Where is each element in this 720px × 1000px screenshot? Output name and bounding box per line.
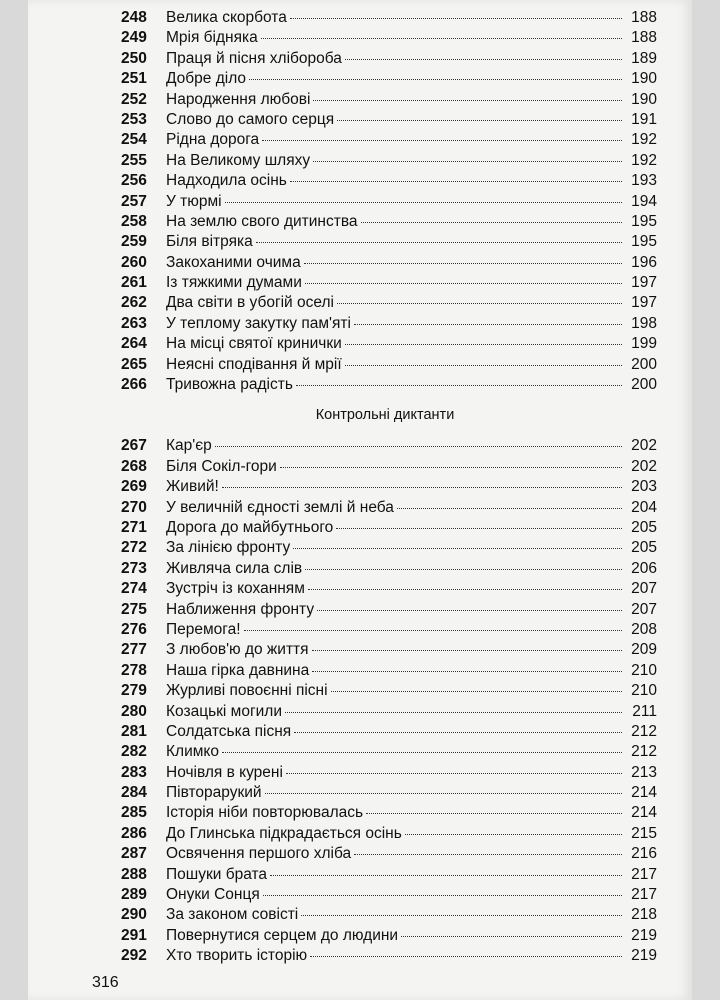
entry-number: 275 bbox=[121, 600, 147, 618]
toc-entry bbox=[113, 865, 657, 885]
entry-page: 212 bbox=[631, 743, 657, 761]
entry-number: 271 bbox=[121, 518, 147, 536]
entry-page: 192 bbox=[631, 151, 657, 169]
dot-leader bbox=[256, 242, 622, 243]
entry-page: 197 bbox=[631, 274, 657, 292]
dot-leader bbox=[336, 528, 622, 529]
entry-title: За лінією фронту bbox=[166, 539, 291, 557]
toc-entry bbox=[113, 171, 657, 191]
toc-entry bbox=[113, 640, 657, 660]
toc-entry bbox=[113, 803, 657, 823]
entry-page: 219 bbox=[631, 947, 657, 965]
entry-page: 212 bbox=[631, 722, 657, 740]
entry-page: 213 bbox=[631, 763, 657, 781]
toc-entry bbox=[113, 130, 657, 150]
entry-title: Біля вітряка bbox=[166, 233, 253, 251]
toc-entry bbox=[113, 212, 657, 232]
dot-leader bbox=[225, 202, 622, 203]
toc-entry bbox=[113, 926, 657, 946]
entry-page: 199 bbox=[631, 335, 657, 353]
entry-title: Тривожна радість bbox=[166, 376, 293, 394]
entry-title: Неясні сподівання й мрії bbox=[166, 355, 342, 373]
entry-page: 214 bbox=[631, 784, 657, 802]
toc-entry bbox=[113, 885, 657, 905]
entry-title: У теплому закутку пам'яті bbox=[166, 314, 351, 332]
entry-page: 192 bbox=[631, 131, 657, 149]
section-title: Контрольні диктанти bbox=[315, 407, 455, 424]
entry-page: 205 bbox=[631, 539, 657, 557]
entry-number: 264 bbox=[121, 335, 147, 353]
dot-leader bbox=[263, 895, 622, 896]
book-page bbox=[28, 0, 692, 1000]
toc-entry bbox=[113, 661, 657, 681]
entry-number: 262 bbox=[121, 294, 147, 312]
entry-number: 281 bbox=[121, 722, 147, 740]
entry-page: 215 bbox=[631, 824, 657, 842]
toc-entry bbox=[113, 477, 657, 497]
toc-entry bbox=[113, 69, 657, 89]
dot-leader bbox=[354, 324, 622, 325]
entry-page: 191 bbox=[631, 110, 657, 128]
entry-title: У величній єдності землі й неба bbox=[166, 498, 394, 516]
toc-entry bbox=[113, 8, 657, 28]
entry-title: Історія ніби повторювалась bbox=[166, 804, 364, 822]
entry-page: 217 bbox=[631, 886, 657, 904]
entry-page: 209 bbox=[631, 641, 657, 659]
dot-leader bbox=[337, 303, 622, 304]
toc-entry bbox=[113, 844, 657, 864]
dot-leader bbox=[313, 100, 622, 101]
toc-part-1 bbox=[113, 8, 657, 395]
entry-number: 289 bbox=[121, 886, 147, 904]
entry-page: 204 bbox=[631, 498, 657, 516]
entry-number: 291 bbox=[121, 926, 147, 944]
toc-entry bbox=[113, 600, 657, 620]
entry-page: 202 bbox=[631, 457, 657, 475]
entry-number: 282 bbox=[121, 743, 147, 761]
entry-title: На Великому шляху bbox=[166, 151, 311, 169]
toc-entry bbox=[113, 334, 657, 354]
entry-page: 205 bbox=[631, 518, 657, 536]
toc-entry bbox=[113, 518, 657, 538]
entry-page: 208 bbox=[631, 620, 657, 638]
entry-number: 263 bbox=[121, 314, 147, 332]
entry-number: 248 bbox=[121, 9, 147, 26]
dot-leader bbox=[244, 630, 622, 631]
entry-number: 258 bbox=[121, 212, 147, 230]
entry-number: 274 bbox=[121, 580, 147, 598]
dot-leader bbox=[222, 487, 622, 488]
dot-leader bbox=[301, 915, 622, 916]
entry-title: Дорога до майбутнього bbox=[166, 518, 334, 536]
entry-page: 210 bbox=[631, 661, 657, 679]
dot-leader bbox=[286, 773, 622, 774]
toc-entry bbox=[113, 49, 657, 69]
entry-title: Півторарукий bbox=[166, 784, 262, 802]
entry-number: 257 bbox=[121, 192, 147, 210]
toc-entry bbox=[113, 538, 657, 558]
entry-title: З любов'ю до життя bbox=[166, 641, 309, 659]
toc-entry bbox=[113, 110, 657, 130]
entry-number: 268 bbox=[121, 457, 147, 475]
toc-entry bbox=[113, 722, 657, 742]
dot-leader bbox=[345, 365, 622, 366]
entry-page: 196 bbox=[631, 253, 657, 271]
entry-page: 202 bbox=[631, 437, 657, 455]
entry-number: 290 bbox=[121, 906, 147, 924]
dot-leader bbox=[305, 569, 622, 570]
entry-title: Мрія бідняка bbox=[166, 29, 258, 47]
entry-number: 249 bbox=[121, 29, 147, 47]
toc-entry bbox=[113, 273, 657, 293]
entry-title: Солдатська пісня bbox=[166, 722, 292, 740]
entry-title: Онуки Сонця bbox=[166, 886, 260, 904]
toc-entry bbox=[113, 436, 657, 456]
entry-number: 284 bbox=[121, 784, 147, 802]
entry-page: 207 bbox=[631, 580, 657, 598]
entry-title: Із тяжкими думами bbox=[166, 274, 302, 292]
entry-title: Пошуки брата bbox=[166, 865, 268, 883]
entry-page: 198 bbox=[631, 314, 657, 332]
toc-entry bbox=[113, 253, 657, 273]
entry-number: 292 bbox=[121, 947, 147, 965]
toc-entry bbox=[113, 355, 657, 375]
dot-leader bbox=[312, 671, 622, 672]
toc-entry bbox=[113, 90, 657, 110]
entry-number: 261 bbox=[121, 274, 147, 292]
toc-entry bbox=[113, 498, 657, 518]
dot-leader bbox=[310, 956, 622, 957]
entry-page: 217 bbox=[631, 865, 657, 883]
entry-number: 283 bbox=[121, 763, 147, 781]
entry-number: 251 bbox=[121, 70, 147, 88]
toc-entry bbox=[113, 681, 657, 701]
entry-title: До Глинська підкрадається осінь bbox=[166, 824, 402, 842]
entry-page: 210 bbox=[631, 682, 657, 700]
dot-leader bbox=[305, 283, 622, 284]
entry-title: Біля Сокіл-гори bbox=[166, 457, 277, 475]
entry-page: 206 bbox=[631, 559, 657, 577]
entry-title: Слово до самого серця bbox=[166, 110, 335, 128]
dot-leader bbox=[285, 712, 622, 713]
entry-page: 195 bbox=[631, 212, 657, 230]
dot-leader bbox=[280, 467, 622, 468]
toc-part-2 bbox=[113, 436, 657, 966]
entry-title: Надходила осінь bbox=[166, 172, 287, 190]
dot-leader bbox=[222, 752, 622, 753]
entry-number: 280 bbox=[121, 702, 147, 720]
entry-page: 188 bbox=[631, 9, 657, 26]
entry-page: 211 bbox=[632, 702, 657, 720]
toc-entry bbox=[113, 151, 657, 171]
entry-title: Козацькі могили bbox=[166, 702, 282, 720]
dot-leader bbox=[261, 38, 622, 39]
entry-title: Кар'єр bbox=[166, 437, 212, 455]
entry-title: Праця й пісня хлібороба bbox=[166, 49, 342, 67]
dot-leader bbox=[397, 508, 622, 509]
entry-title: Рідна дорога bbox=[166, 131, 260, 149]
dot-leader bbox=[405, 834, 622, 835]
dot-leader bbox=[354, 854, 622, 855]
entry-number: 286 bbox=[121, 824, 147, 842]
dot-leader bbox=[304, 263, 622, 264]
entry-title: Климко bbox=[166, 743, 219, 761]
entry-number: 270 bbox=[121, 498, 147, 516]
entry-page: 197 bbox=[631, 294, 657, 312]
entry-number: 252 bbox=[121, 90, 147, 108]
entry-title: На землю свого дитинства bbox=[166, 212, 358, 230]
entry-title: Ночівля в курені bbox=[166, 763, 283, 781]
dot-leader bbox=[308, 589, 622, 590]
entry-title: У тюрмі bbox=[166, 192, 222, 210]
toc-entry bbox=[113, 824, 657, 844]
entry-number: 272 bbox=[121, 539, 147, 557]
entry-number: 276 bbox=[121, 620, 147, 638]
entry-number: 255 bbox=[121, 151, 147, 169]
dot-leader bbox=[270, 875, 622, 876]
dot-leader bbox=[361, 222, 622, 223]
dot-leader bbox=[366, 813, 622, 814]
dot-leader bbox=[290, 18, 622, 19]
entry-page: 218 bbox=[631, 906, 657, 924]
entry-title: Наша гірка давнина bbox=[166, 661, 310, 679]
entry-number: 277 bbox=[121, 641, 147, 659]
entry-page: 214 bbox=[631, 804, 657, 822]
toc-entry bbox=[113, 375, 657, 395]
entry-page: 189 bbox=[631, 49, 657, 67]
entry-title: Освячення першого хліба bbox=[166, 845, 352, 863]
entry-number: 266 bbox=[121, 376, 147, 394]
toc-entry bbox=[113, 293, 657, 313]
entry-number: 253 bbox=[121, 110, 147, 128]
toc-entry bbox=[113, 314, 657, 334]
entry-title: За законом совісті bbox=[166, 906, 299, 924]
entry-page: 203 bbox=[631, 478, 657, 496]
entry-number: 279 bbox=[121, 682, 147, 700]
entry-page: 194 bbox=[631, 192, 657, 210]
entry-page: 200 bbox=[631, 376, 657, 394]
entry-title: Живий! bbox=[166, 478, 219, 496]
entry-title: Хто творить історію bbox=[166, 947, 308, 965]
dot-leader bbox=[337, 120, 622, 121]
dot-leader bbox=[262, 140, 622, 141]
toc-entry bbox=[113, 702, 657, 722]
toc-entry bbox=[113, 946, 657, 966]
entry-number: 273 bbox=[121, 559, 147, 577]
dot-leader bbox=[293, 548, 622, 549]
entry-page: 195 bbox=[631, 233, 657, 251]
toc-entry bbox=[113, 783, 657, 803]
entry-title: Два світи в убогій оселі bbox=[166, 294, 334, 312]
entry-title: Добре діло bbox=[166, 70, 247, 88]
toc-entry bbox=[113, 232, 657, 252]
entry-title: Закоханими очима bbox=[166, 253, 301, 271]
entry-title: Народження любові bbox=[166, 90, 311, 108]
entry-number: 256 bbox=[121, 172, 147, 190]
entry-title: Журливі повоєнні пісні bbox=[166, 682, 328, 700]
toc-entry bbox=[113, 579, 657, 599]
entry-page: 207 bbox=[631, 600, 657, 618]
toc-entry bbox=[113, 742, 657, 762]
entry-number: 288 bbox=[121, 865, 147, 883]
entry-page: 216 bbox=[631, 845, 657, 863]
dot-leader bbox=[317, 610, 622, 611]
dot-leader bbox=[401, 936, 622, 937]
toc-entry bbox=[113, 620, 657, 640]
dot-leader bbox=[345, 59, 622, 60]
entry-number: 287 bbox=[121, 845, 147, 863]
entry-number: 259 bbox=[121, 233, 147, 251]
dot-leader bbox=[265, 793, 622, 794]
entry-title: Велика скорбота bbox=[166, 9, 287, 26]
entry-page: 219 bbox=[631, 926, 657, 944]
toc-entry bbox=[113, 192, 657, 212]
entry-title: Перемога! bbox=[166, 620, 241, 638]
toc-entry bbox=[113, 763, 657, 783]
entry-number: 265 bbox=[121, 355, 147, 373]
entry-title: Повернутися серцем до людини bbox=[166, 926, 399, 944]
entry-page: 190 bbox=[631, 70, 657, 88]
dot-leader bbox=[249, 79, 622, 80]
entry-page: 188 bbox=[631, 29, 657, 47]
dot-leader bbox=[312, 650, 622, 651]
toc-entry bbox=[113, 559, 657, 579]
entry-title: Наближення фронту bbox=[166, 600, 315, 618]
entry-number: 278 bbox=[121, 661, 147, 679]
dot-leader bbox=[296, 385, 622, 386]
entry-page: 193 bbox=[631, 172, 657, 190]
entry-number: 269 bbox=[121, 478, 147, 496]
dot-leader bbox=[345, 344, 622, 345]
entry-number: 260 bbox=[121, 253, 147, 271]
dot-leader bbox=[290, 181, 622, 182]
dot-leader bbox=[294, 732, 622, 733]
page-number: 316 bbox=[92, 974, 119, 991]
entry-number: 254 bbox=[121, 131, 147, 149]
entry-page: 200 bbox=[631, 355, 657, 373]
entry-number: 285 bbox=[121, 804, 147, 822]
entry-title: На місці святої кринички bbox=[166, 335, 342, 353]
entry-page: 190 bbox=[631, 90, 657, 108]
toc-entry bbox=[113, 28, 657, 48]
dot-leader bbox=[331, 691, 622, 692]
table-of-contents bbox=[113, 8, 657, 967]
entry-title: Живляча сила слів bbox=[166, 559, 303, 577]
entry-number: 250 bbox=[121, 49, 147, 67]
entry-title: Зустріч із коханням bbox=[166, 580, 305, 598]
toc-entry bbox=[113, 905, 657, 925]
entry-number: 267 bbox=[121, 437, 147, 455]
dot-leader bbox=[313, 161, 622, 162]
dot-leader bbox=[215, 446, 622, 447]
toc-entry bbox=[113, 457, 657, 477]
